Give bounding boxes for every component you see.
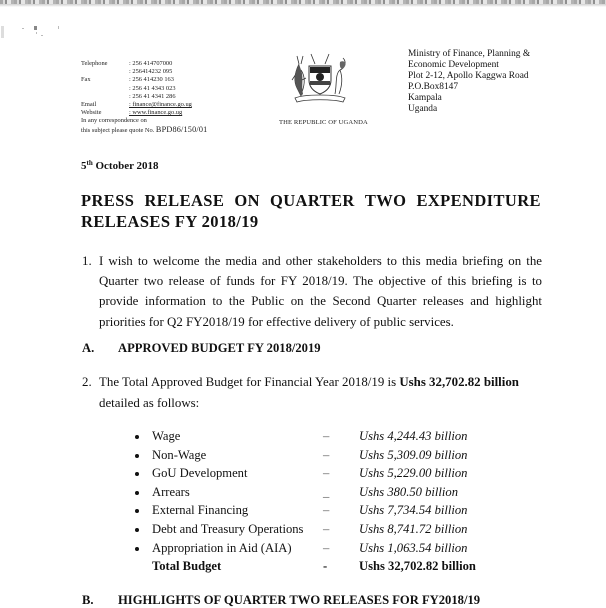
date-rest: October 2018 [92,160,159,172]
section-letter: A. [82,341,95,355]
title-line-2: RELEASES FY 2018/19 [81,212,259,231]
budget-item-name: Appropriation in Aid (AIA) [152,540,292,555]
contact-label [81,93,129,101]
contact-row [81,109,207,117]
budget-item-value: Ushs 7,734.54 billion [359,503,468,518]
budget-item-name: Wage [152,429,181,443]
section-a-heading [82,341,321,356]
address-line: Ministry of Finance, Planning & [408,49,531,59]
bullet-icon [135,547,139,551]
contact-row [81,101,207,109]
address-line: Uganda [408,103,438,114]
title-word: RELEASE [144,191,225,210]
contact-label [81,68,129,76]
correspondence-text: this subject please quote No. [81,126,155,134]
paragraph-2 [82,372,542,413]
paragraph-text-end: detailed as follows: [99,395,200,410]
budget-item-value: Ushs 5,309.09 billion [359,447,468,462]
budget-item-value: Ushs 5,229.00 billion [359,466,468,481]
budget-item-value: Ushs 380.50 billion [359,484,459,499]
budget-dash: – [323,429,330,443]
bullet-icon [135,435,139,439]
document-date [81,160,159,172]
contact-row [81,76,207,84]
contact-row [81,68,207,76]
scan-specks [0,26,60,42]
scan-artifact-bar [0,0,606,7]
budget-item-name: GoU Development [152,466,248,481]
budget-item-value: Ushs 8,741.72 billion [359,521,468,536]
contact-label: Telephone [81,60,108,67]
budget-dash: _ [323,484,330,499]
budget-item-value: Ushs 32,702.82 billion [359,559,476,574]
title-word: ON [234,191,260,210]
contact-label: Fax [81,76,91,84]
contact-row [81,85,207,93]
ministry-address [408,49,530,114]
address-line: Economic Development [408,59,499,70]
total-budget-inline: Ushs 32,702.82 billion [399,375,519,389]
coat-of-arms-icon [285,50,355,108]
paragraph-text: The Total Approved Budget for Financial Year 2018/19 is [99,375,400,389]
contact-value: : 256 41 4343 023 [129,84,176,92]
contact-value: : 256 41 4341 286 [129,92,176,100]
budget-dash: - [323,559,328,574]
page-title [81,190,541,232]
budget-item-name: Arrears [152,484,190,499]
budget-dash: – [323,540,330,555]
contact-value: : 256414232 095 [129,68,173,76]
bullet-icon [135,509,139,513]
budget-dash: – [323,503,330,518]
bullet-icon [135,491,139,495]
contact-row [81,60,207,68]
budget-item-value: Ushs 1,063.54 billion [359,540,468,555]
budget-item-name: Total Budget [152,559,222,574]
address-line: Plot 2-12, Apollo Kaggwa Road [408,70,529,81]
bullet-icon [135,472,139,476]
paragraph-number: 2. [82,375,92,389]
bullet-icon [135,454,139,458]
correspondence-line-1: In any correspondence on [81,117,147,125]
title-word: EXPENDITURE [416,191,541,210]
crest-caption: THE REPUBLIC OF UGANDA [279,119,368,126]
address-line: Kampala [408,92,442,103]
section-letter: B. [82,593,94,607]
date-suffix: th [86,159,93,167]
contact-label [81,85,129,93]
correspondence-line-2 [81,126,207,135]
paragraph-number: 1. [82,254,92,268]
bullet-icon [135,528,139,532]
budget-dash: – [323,447,330,462]
paragraph-text: I wish to welcome the media and other stakeholders to this media briefing on the Quarter two release of funds for FY 2018/19. The objective of this briefing is to provide information to the Public on the Second Quarter releases and highlight priorities for Q2 FY2018/19 for effective delivery of public services. [99,254,542,329]
contact-value: : 256 414230 163 [129,76,174,84]
budget-dash: – [323,521,330,536]
date-day: 5 [81,160,87,172]
address-line: P.O.Box8147 [408,81,459,92]
budget-dash: – [323,466,330,481]
contact-block [81,60,207,135]
budget-item-name: Debt and Treasury Operations [152,521,304,536]
title-word: TWO [364,191,407,210]
budget-item-name: External Financing [152,503,249,518]
budget-item-value: Ushs 4,244.43 billion [359,429,468,443]
title-word: QUARTER [270,191,355,210]
reference-number: BPD86/150/01 [155,124,208,134]
email-link[interactable]: : finance@finance.go.ug [129,101,192,109]
website-link[interactable]: : www.finance.go.ug [129,109,183,117]
contact-label: Email [81,101,97,109]
contact-row [81,93,207,101]
contact-value: : 256 414707000 [129,60,173,67]
budget-item-name: Non-Wage [152,447,207,462]
section-title: HIGHLIGHTS OF QUARTER TWO RELEASES FOR FY2018/19 [118,593,481,607]
section-title: APPROVED BUDGET FY 2018/2019 [118,341,321,355]
title-word: PRESS [81,191,135,210]
contact-label: Website [81,109,102,117]
paragraph-1 [82,251,542,332]
